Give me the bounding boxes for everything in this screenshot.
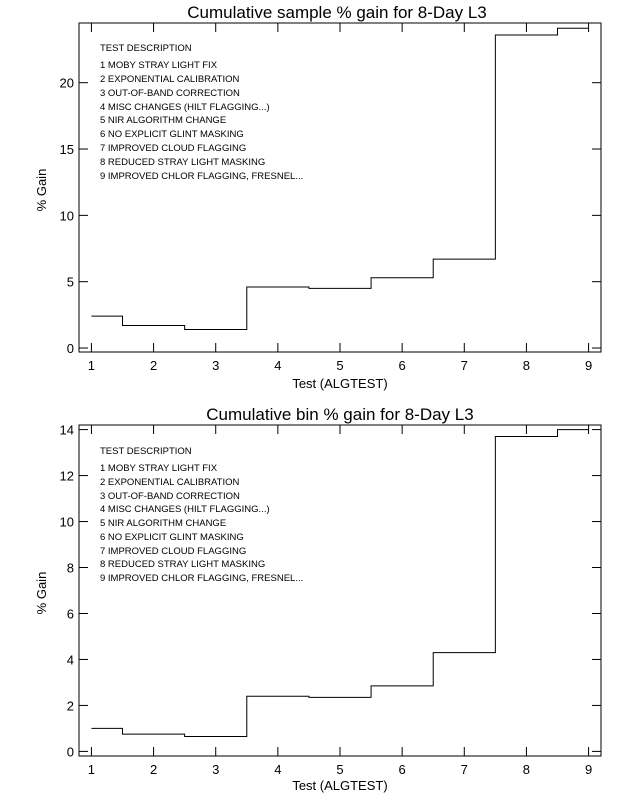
y-tick-label: 4 (66, 652, 74, 668)
y-axis-label: % Gain (34, 168, 49, 212)
legend-item: 5 NIR ALGORITHM CHANGE (100, 115, 227, 126)
legend-item: 3 OUT-OF-BAND CORRECTION (100, 88, 240, 99)
x-tick-label: 9 (584, 762, 593, 777)
legend-item: 4 MISC CHANGES (HILT FLAGGING...) (100, 102, 270, 113)
plot-frame (79, 425, 601, 756)
x-tick-label: 7 (460, 762, 468, 777)
x-tick-label: 9 (584, 358, 593, 373)
y-tick-label: 0 (66, 744, 74, 760)
legend-item: 3 OUT-OF-BAND CORRECTION (100, 491, 240, 502)
x-tick-label: 1 (87, 358, 96, 373)
legend-item: 9 IMPROVED CHLOR FLAGGING, FRESNEL... (100, 573, 304, 584)
x-tick-label: 4 (274, 358, 282, 373)
legend-item: 1 MOBY STRAY LIGHT FIX (100, 60, 218, 71)
y-tick-label: 12 (59, 468, 74, 484)
x-tick-label: 6 (398, 358, 406, 373)
x-tick-label: 3 (212, 762, 220, 777)
x-tick-label: 2 (149, 762, 158, 777)
y-tick-label: 8 (66, 560, 74, 576)
x-tick-label: 5 (336, 358, 344, 373)
x-tick-label: 1 (87, 762, 96, 777)
chart-title: Cumulative sample % gain for 8-Day L3 (187, 3, 487, 22)
y-tick-label: 15 (59, 142, 74, 158)
legend-item: 7 IMPROVED CLOUD FLAGGING (100, 143, 247, 154)
plot-frame (79, 23, 601, 352)
y-tick-label: 10 (59, 208, 74, 224)
y-tick-label: 20 (59, 75, 74, 91)
x-tick-label: 4 (274, 762, 282, 777)
legend-item: 7 IMPROVED CLOUD FLAGGING (100, 546, 247, 557)
x-axis-label: Test (ALGTEST) (292, 376, 388, 391)
y-tick-label: 0 (66, 341, 74, 357)
legend (100, 43, 303, 182)
legend-item: 6 NO EXPLICIT GLINT MASKING (100, 532, 244, 543)
chart-sample-gain (0, 0, 626, 400)
chart-bin-gain (0, 400, 626, 805)
legend-item: 5 NIR ALGORITHM CHANGE (100, 518, 227, 529)
y-tick-label: 6 (66, 606, 74, 622)
legend-header: TEST DESCRIPTION (100, 43, 192, 54)
x-tick-label: 3 (212, 358, 220, 373)
x-tick-label: 6 (398, 762, 406, 777)
x-tick-label: 8 (522, 358, 531, 373)
x-tick-label: 7 (460, 358, 468, 373)
legend (100, 446, 303, 584)
legend-item: 1 MOBY STRAY LIGHT FIX (100, 463, 218, 474)
legend-item: 9 IMPROVED CHLOR FLAGGING, FRESNEL... (100, 171, 304, 182)
legend-item: 4 MISC CHANGES (HILT FLAGGING...) (100, 504, 270, 515)
y-tick-label: 14 (59, 422, 74, 438)
x-axis-label: Test (ALGTEST) (292, 778, 388, 793)
x-tick-label: 2 (149, 358, 158, 373)
legend-item: 8 REDUCED STRAY LIGHT MASKING (100, 559, 266, 570)
x-tick-label: 5 (336, 762, 344, 777)
y-tick-label: 5 (66, 274, 74, 290)
y-tick-label: 2 (66, 698, 74, 714)
legend-item: 6 NO EXPLICIT GLINT MASKING (100, 129, 244, 140)
y-axis-label: % Gain (34, 571, 49, 615)
y-tick-label: 10 (59, 514, 74, 530)
legend-item: 2 EXPONENTIAL CALIBRATION (100, 477, 240, 488)
legend-item: 8 REDUCED STRAY LIGHT MASKING (100, 157, 266, 168)
legend-item: 2 EXPONENTIAL CALIBRATION (100, 74, 240, 85)
x-tick-label: 8 (522, 762, 531, 777)
chart-title: Cumulative bin % gain for 8-Day L3 (206, 405, 474, 424)
legend-header: TEST DESCRIPTION (100, 446, 192, 457)
